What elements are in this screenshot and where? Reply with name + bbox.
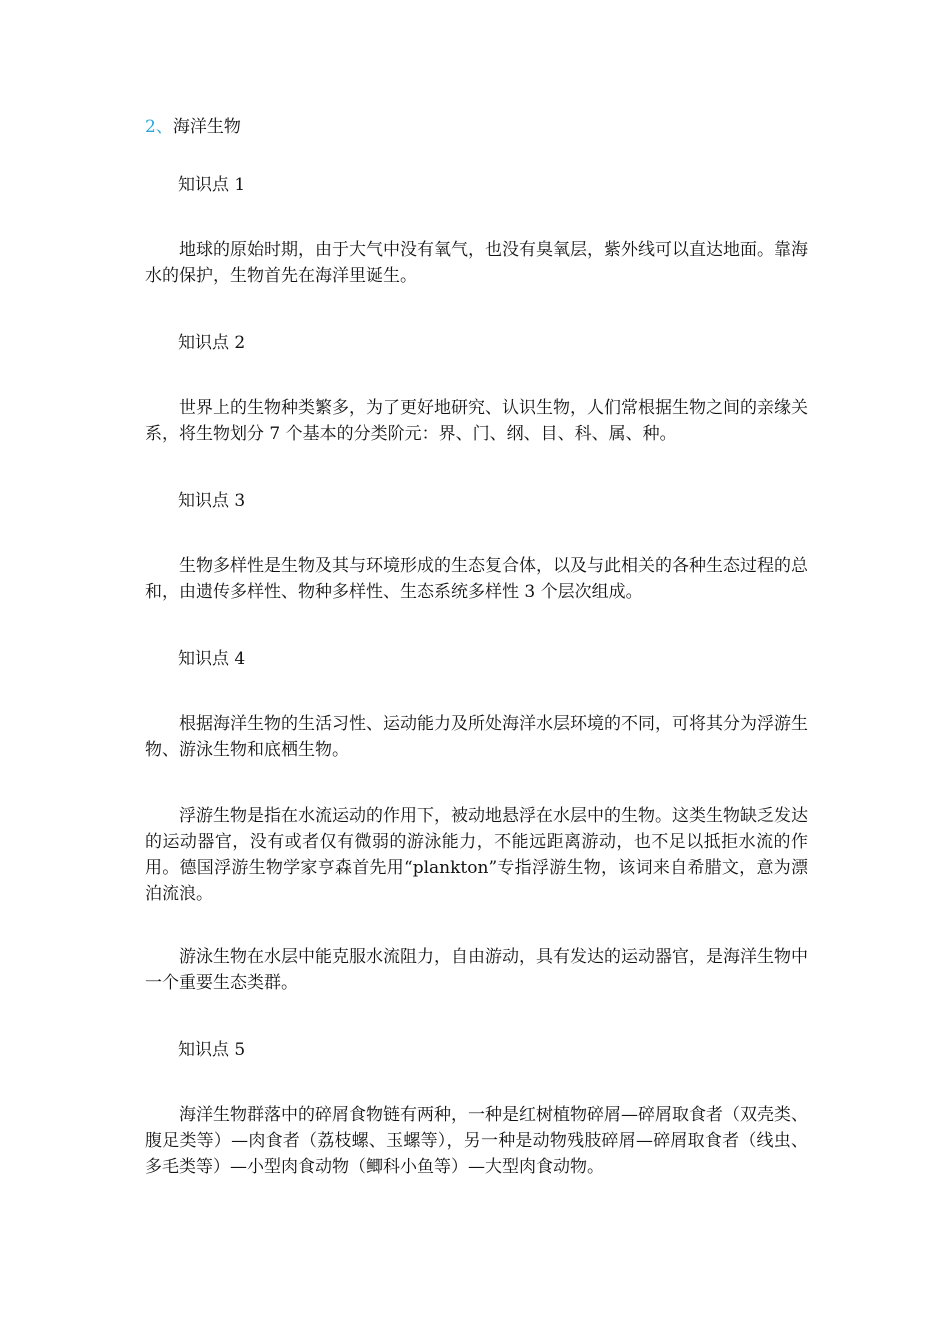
knowledge-point-paragraph-4: 根据海洋生物的生活习性、运动能力及所处海洋水层环境的不同，可将其分为浮游生物、游泳生物和底栖生物。 [145,714,808,760]
knowledge-point-heading-2: 知识点 2 [178,333,246,353]
knowledge-point-heading-5: 知识点 5 [178,1040,246,1060]
knowledge-point-paragraph-2: 世界上的生物种类繁多，为了更好地研究、认识生物，人们常根据生物之间的亲缘关系，将生物划分 7 个基本的分类阶元：界、门、纲、目、科、属、种。 [145,398,808,444]
section-title-text: 海洋生物 [172,117,241,137]
knowledge-point-paragraph-5: 海洋生物群落中的碎屑食物链有两种，一种是红树植物碎屑—碎屑取食者（双壳类、腹足类等）—肉食者（荔枝螺、玉螺等），另一种是动物残肢碎屑—碎屑取食者（线虫、多毛类等）—小型肉食动物（鲫科小鱼等）—大型肉食动物。 [145,1105,808,1177]
section-number: 2 [145,117,156,137]
section-title [145,114,241,140]
knowledge-point-heading-3: 知识点 3 [178,491,246,511]
knowledge-point-paragraph-1: 地球的原始时期，由于大气中没有氧气，也没有臭氧层，紫外线可以直达地面。靠海水的保护，生物首先在海洋里诞生。 [145,240,808,286]
knowledge-point-paragraph-3: 生物多样性是生物及其与环境形成的生态复合体，以及与此相关的各种生态过程的总和，由遗传多样性、物种多样性、生态系统多样性 3 个层次组成。 [145,556,808,602]
plankton-paragraph: 浮游生物是指在水流运动的作用下，被动地悬浮在水层中的生物。这类生物缺乏发达的运动器官，没有或者仅有微弱的游泳能力，不能远距离游动，也不足以抵拒水流的作用。德国浮游生物学家亨森首先用“plankton”专指浮游生物，该词来自希腊文，意为漂泊流浪。 [145,806,808,904]
knowledge-point-heading-4: 知识点 4 [178,649,246,669]
nekton-paragraph: 游泳生物在水层中能克服水流阻力，自由游动，具有发达的运动器官，是海洋生物中一个重要生态类群。 [145,947,808,993]
section-separator: 、 [155,117,173,137]
knowledge-point-heading-1: 知识点 1 [178,175,246,195]
